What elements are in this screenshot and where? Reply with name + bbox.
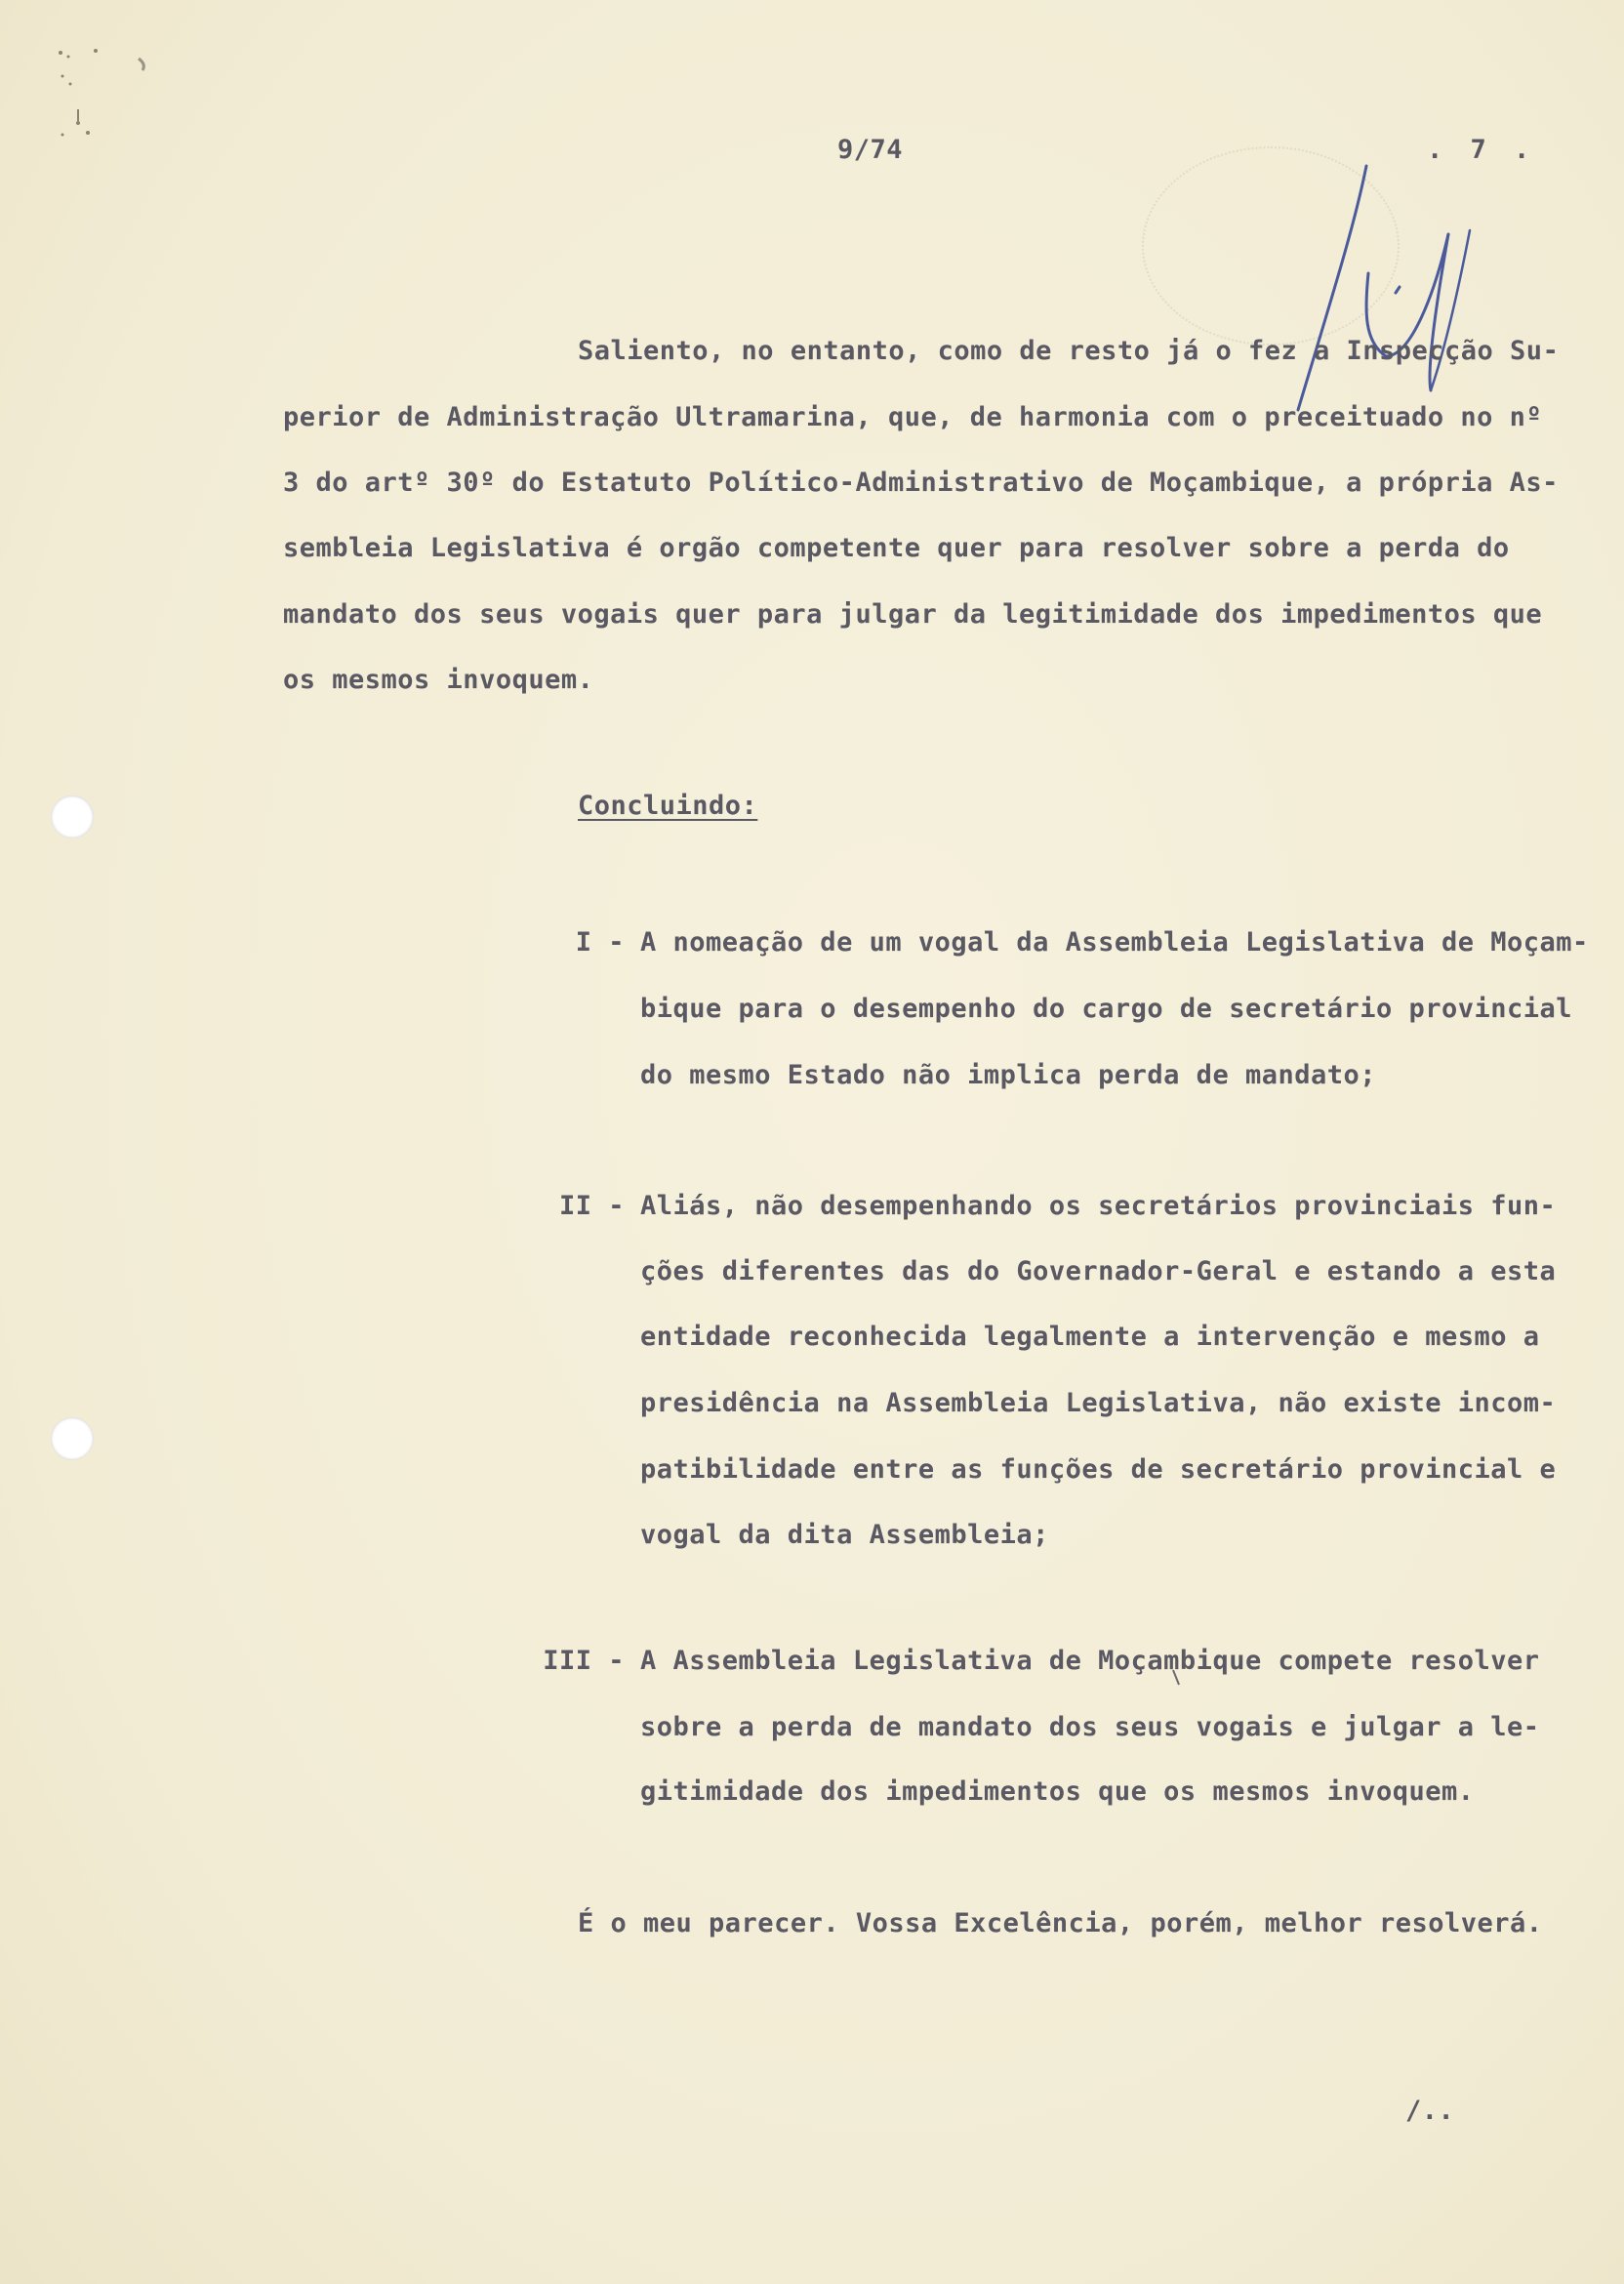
handwritten-signature <box>1239 146 1493 429</box>
punch-hole <box>51 1417 94 1460</box>
item-number: III - <box>543 1646 625 1676</box>
item-number: I - <box>575 927 625 958</box>
paragraph-line: perior de Administração Ultramarina, que, de harmonia com o preceituado no nº <box>283 402 1543 432</box>
item-line: gitimidade dos impedimentos que os mesmos invoquem. <box>640 1776 1475 1807</box>
item-line: Aliás, não desempenhando os secretários provinciais fun- <box>640 1191 1557 1221</box>
item-number: II - <box>558 1191 625 1221</box>
item-line: patibilidade entre as funções de secretário provincial e <box>640 1454 1557 1485</box>
item-line: entidade reconhecida legalmente a intervenção e mesmo a <box>640 1322 1540 1352</box>
item-line: presidência na Assembleia Legislativa, não existe incom- <box>640 1388 1557 1418</box>
paragraph-line: sembleia Legislativa é orgão competente quer para resolver sobre a perda do <box>283 533 1510 563</box>
item-line: do mesmo Estado não implica perda de mandato; <box>640 1060 1376 1090</box>
continuation-mark: /.. <box>1405 2096 1455 2126</box>
punch-hole <box>51 795 94 838</box>
conclusion-heading: Concluindo: <box>578 791 758 821</box>
item-line: sobre a perda de mandato dos seus vogais e julgar a le- <box>640 1712 1540 1742</box>
item-line: ções diferentes das do Governador-Geral e estando a esta <box>640 1256 1557 1286</box>
closing-sentence: É o meu parecer. Vossa Excelência, porém, melhor resolverá. <box>578 1908 1543 1938</box>
item-line: A Assembleia Legislativa de Moçambique compete resolver <box>640 1646 1540 1676</box>
item-line: vogal da dita Assembleia; <box>640 1520 1049 1550</box>
ink-tick-mark <box>1171 1669 1183 1687</box>
paragraph-line: 3 do artº 30º do Estatuto Político-Administrativo de Moçambique, a própria As- <box>283 468 1559 498</box>
corner-ink-marks <box>49 39 156 156</box>
page-number: . 7 . <box>1427 135 1536 165</box>
item-line: bique para o desempenho do cargo de secretário provincial <box>640 994 1573 1024</box>
paragraph-line: Saliento, no entanto, como de resto já o fez a Inspecção Su- <box>578 336 1560 366</box>
document-reference: 9/74 <box>837 135 904 165</box>
paragraph-line: mandato dos seus vogais quer para julgar da legitimidade dos impedimentos que <box>283 599 1543 630</box>
paragraph-line: os mesmos invoquem. <box>283 665 594 695</box>
item-line: A nomeação de um vogal da Assembleia Legislativa de Moçam- <box>640 927 1589 958</box>
